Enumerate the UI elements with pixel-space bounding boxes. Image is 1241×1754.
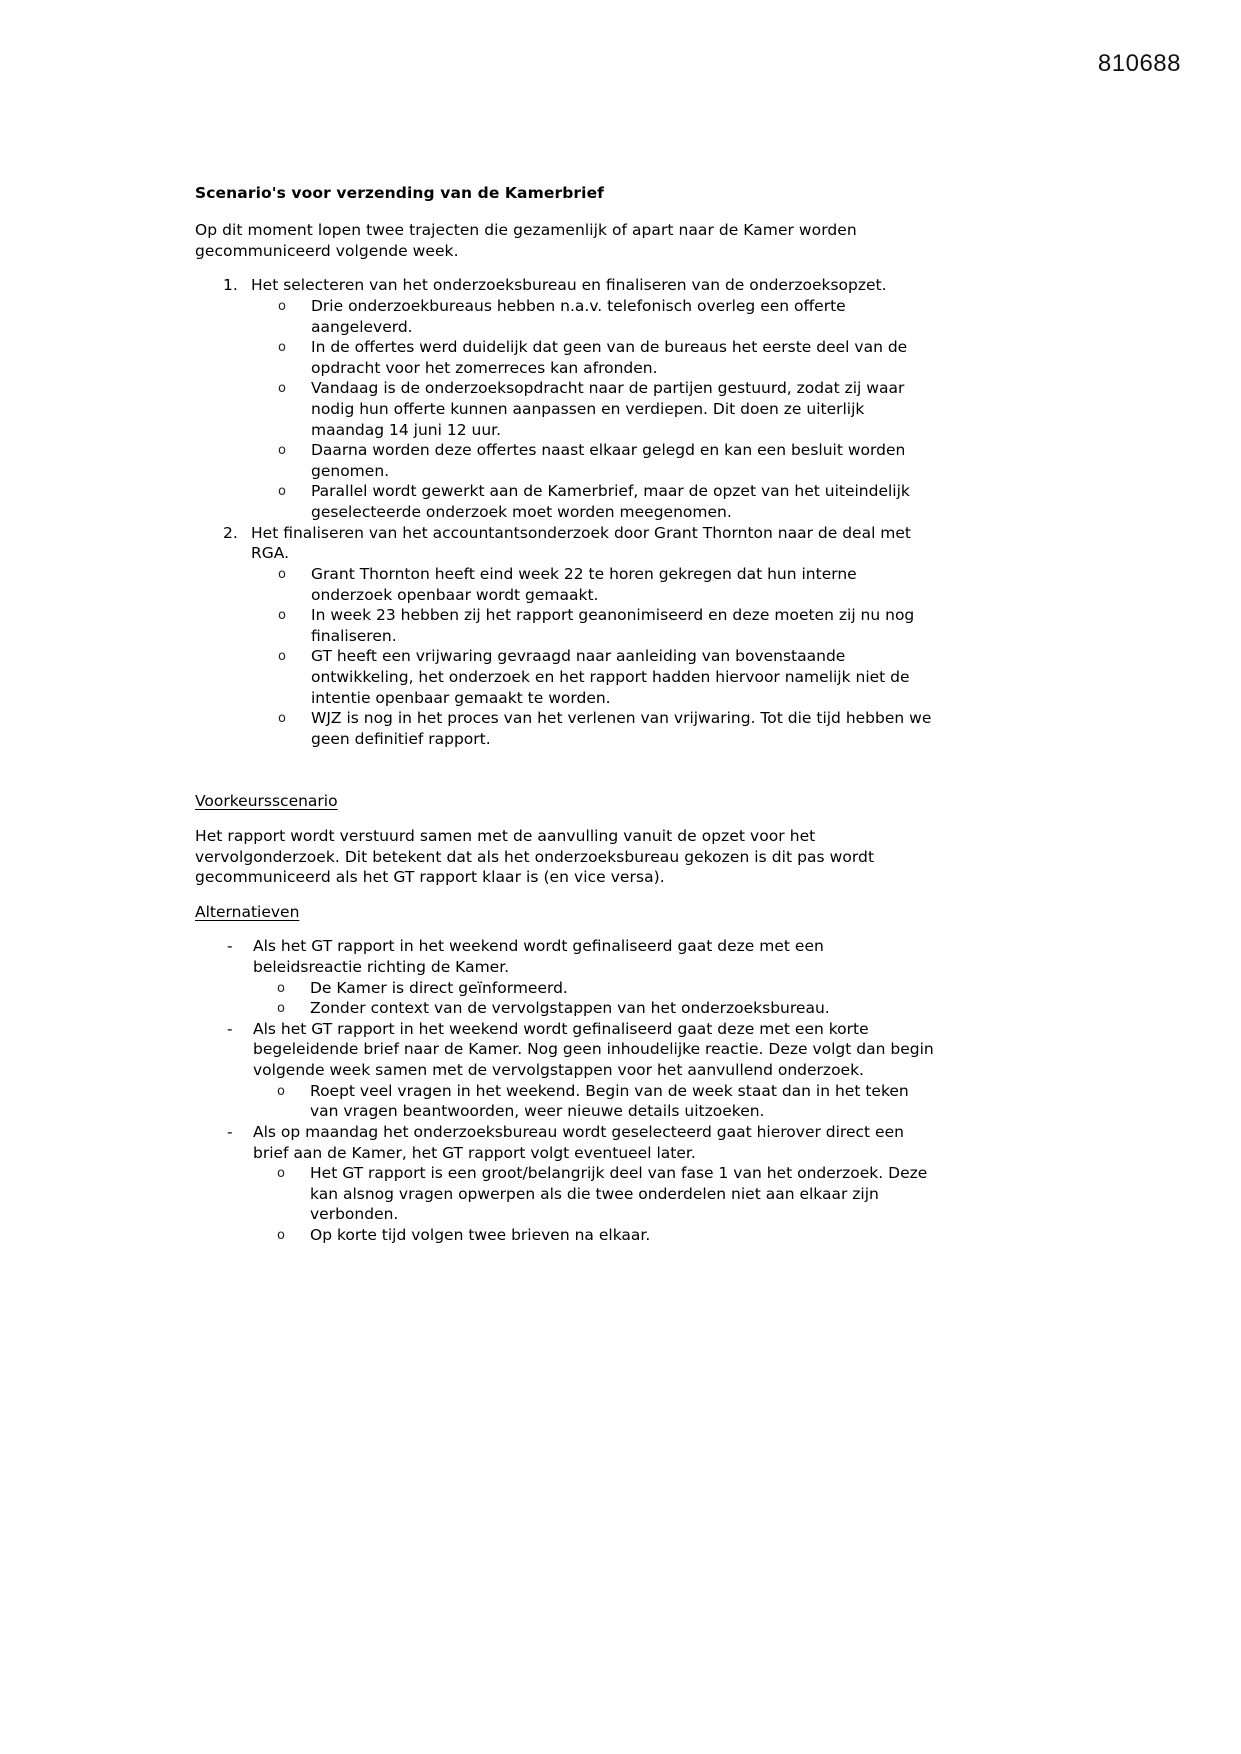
circle-bullet-icon: o (277, 1083, 285, 1099)
circle-bullet-icon: o (277, 980, 285, 996)
list-item-label: Zonder context van de vervolgstappen van het onderzoeksbureau. (310, 999, 830, 1018)
sub-list (253, 1163, 935, 1245)
list-item (251, 378, 935, 440)
circle-bullet-icon: o (278, 298, 286, 314)
list-item (195, 523, 935, 750)
list-item-label: Het GT rapport is een groot/belangrijk deel van fase 1 van het onderzoek. Deze kan alsnog vragen opwerpen als die twee onderdelen niet aan elkaar zijn verbonden. (310, 1164, 928, 1224)
list-item-label: Daarna worden deze offertes naast elkaar gelegd en kan een besluit worden genomen. (311, 441, 906, 480)
list-item (253, 978, 935, 999)
voorkeursscenario-heading: Voorkeursscenario (195, 792, 338, 811)
voorkeursscenario-section (195, 791, 935, 887)
list-item-label: Parallel wordt gewerkt aan de Kamerbrief, maar de opzet van het uiteindelijk geselecteerde onderzoek moet worden meegenomen. (311, 482, 910, 522)
list-item (195, 1122, 935, 1246)
list-item (251, 337, 935, 378)
list-item (253, 1225, 935, 1246)
list-item (195, 1019, 935, 1122)
circle-bullet-icon: o (277, 1001, 285, 1017)
list-item-label: Als het GT rapport in het weekend wordt gefinaliseerd gaat deze met een korte begeleidende brief naar de Kamer. Nog geen inhoudelijke reactie. Deze volgt dan begin volgende week samen met de vervolgstappen voor het aanvullend onderzoek. (253, 1019, 934, 1080)
dash-bullet-icon: - (227, 937, 233, 956)
list-item (253, 1081, 935, 1122)
circle-bullet-icon: o (278, 443, 286, 459)
sub-list (251, 296, 935, 523)
list-item (195, 936, 935, 1018)
dash-bullet-icon: - (227, 1019, 233, 1038)
circle-bullet-icon: o (278, 566, 286, 582)
sub-list (251, 564, 935, 749)
list-item (251, 481, 935, 522)
list-item-label: Als het GT rapport in het weekend wordt gefinaliseerd gaat deze met een beleidsreactie richting de Kamer. (253, 937, 824, 977)
list-item-label: Drie onderzoekbureaus hebben n.a.v. telefonisch overleg een offerte aangeleverd. (311, 296, 846, 336)
list-item (195, 275, 935, 522)
page-title: Scenario's voor verzending van de Kamerbrief (195, 184, 605, 202)
circle-bullet-icon: o (278, 711, 286, 727)
voorkeursscenario-paragraph: Het rapport wordt verstuurd samen met de aanvulling vanuit de opzet voor het vervolgonderzoek. Dit betekent dat als het onderzoeksbureau gekozen is dit pas wordt gecommuniceerd als het GT rapport klaar is (en vice versa). (195, 826, 875, 887)
list-item-label: De Kamer is direct geïnformeerd. (310, 978, 568, 997)
list-item (251, 646, 935, 708)
list-item (251, 564, 935, 605)
document-body (195, 183, 935, 1246)
alternatieven-heading: Alternatieven (195, 902, 300, 921)
alternatieven-list (195, 936, 935, 1245)
list-item-label: Als op maandag het onderzoeksbureau wordt geselecteerd gaat hierover direct een brief aan de Kamer, het GT rapport volgt eventueel later. (253, 1122, 904, 1162)
list-item-label: Het selecteren van het onderzoeksbureau en finaliseren van de onderzoeksopzet. (251, 276, 887, 295)
dash-bullet-icon: - (227, 1122, 233, 1141)
list-item (251, 296, 935, 337)
list-marker: 2. (223, 523, 238, 542)
list-item-label: Grant Thornton heeft eind week 22 te horen gekregen dat hun interne onderzoek openbaar wordt gemaakt. (311, 564, 857, 604)
list-marker: 1. (223, 276, 238, 295)
list-item-label: GT heeft een vrijwaring gevraagd naar aanleiding van bovenstaande ontwikkeling, het onderzoek en het rapport hadden hiervoor namelijk niet de intentie openbaar gemaakt te worden. (311, 647, 910, 707)
list-item-label: WJZ is nog in het proces van het verlenen van vrijwaring. Tot die tijd hebben we geen definitief rapport. (311, 709, 932, 748)
circle-bullet-icon: o (278, 340, 286, 356)
list-item-label: In de offertes werd duidelijk dat geen van de bureaus het eerste deel van de opdracht voor het zomerreces kan afronden. (311, 338, 908, 377)
list-item (251, 605, 935, 646)
list-item-label: Op korte tijd volgen twee brieven na elkaar. (310, 1225, 651, 1244)
circle-bullet-icon: o (278, 608, 286, 624)
circle-bullet-icon: o (278, 649, 286, 665)
list-item-label: Roept veel vragen in het weekend. Begin van de week staat dan in het teken van vragen beantwoorden, weer nieuwe details uitzoeken. (310, 1081, 909, 1121)
sub-list (253, 978, 935, 1019)
circle-bullet-icon: o (278, 381, 286, 397)
list-item (253, 998, 935, 1019)
list-item (251, 708, 935, 749)
sub-list (253, 1081, 935, 1122)
list-item (251, 440, 935, 481)
circle-bullet-icon: o (277, 1166, 285, 1182)
intro-paragraph: Op dit moment lopen twee trajecten die gezamenlijk of apart naar de Kamer worden gecommuniceerd volgende week. (195, 221, 857, 260)
list-item-label: Vandaag is de onderzoeksopdracht naar de partijen gestuurd, zodat zij waar nodig hun offerte kunnen aanpassen en verdiepen. Dit doen ze uiterlijk maandag 14 juni 12 uur. (311, 379, 905, 439)
circle-bullet-icon: o (278, 484, 286, 500)
circle-bullet-icon: o (277, 1227, 285, 1243)
trajecten-list (195, 275, 935, 749)
list-item (253, 1163, 935, 1225)
section-spacer (195, 749, 935, 791)
document-number: 810688 (1097, 50, 1181, 77)
list-item-label: In week 23 hebben zij het rapport geanonimiseerd en deze moeten zij nu nog finaliseren. (311, 606, 915, 645)
alternatieven-section (195, 902, 935, 1246)
list-item-label: Het finaliseren van het accountantsonderzoek door Grant Thornton naar de deal met RGA. (251, 523, 912, 563)
